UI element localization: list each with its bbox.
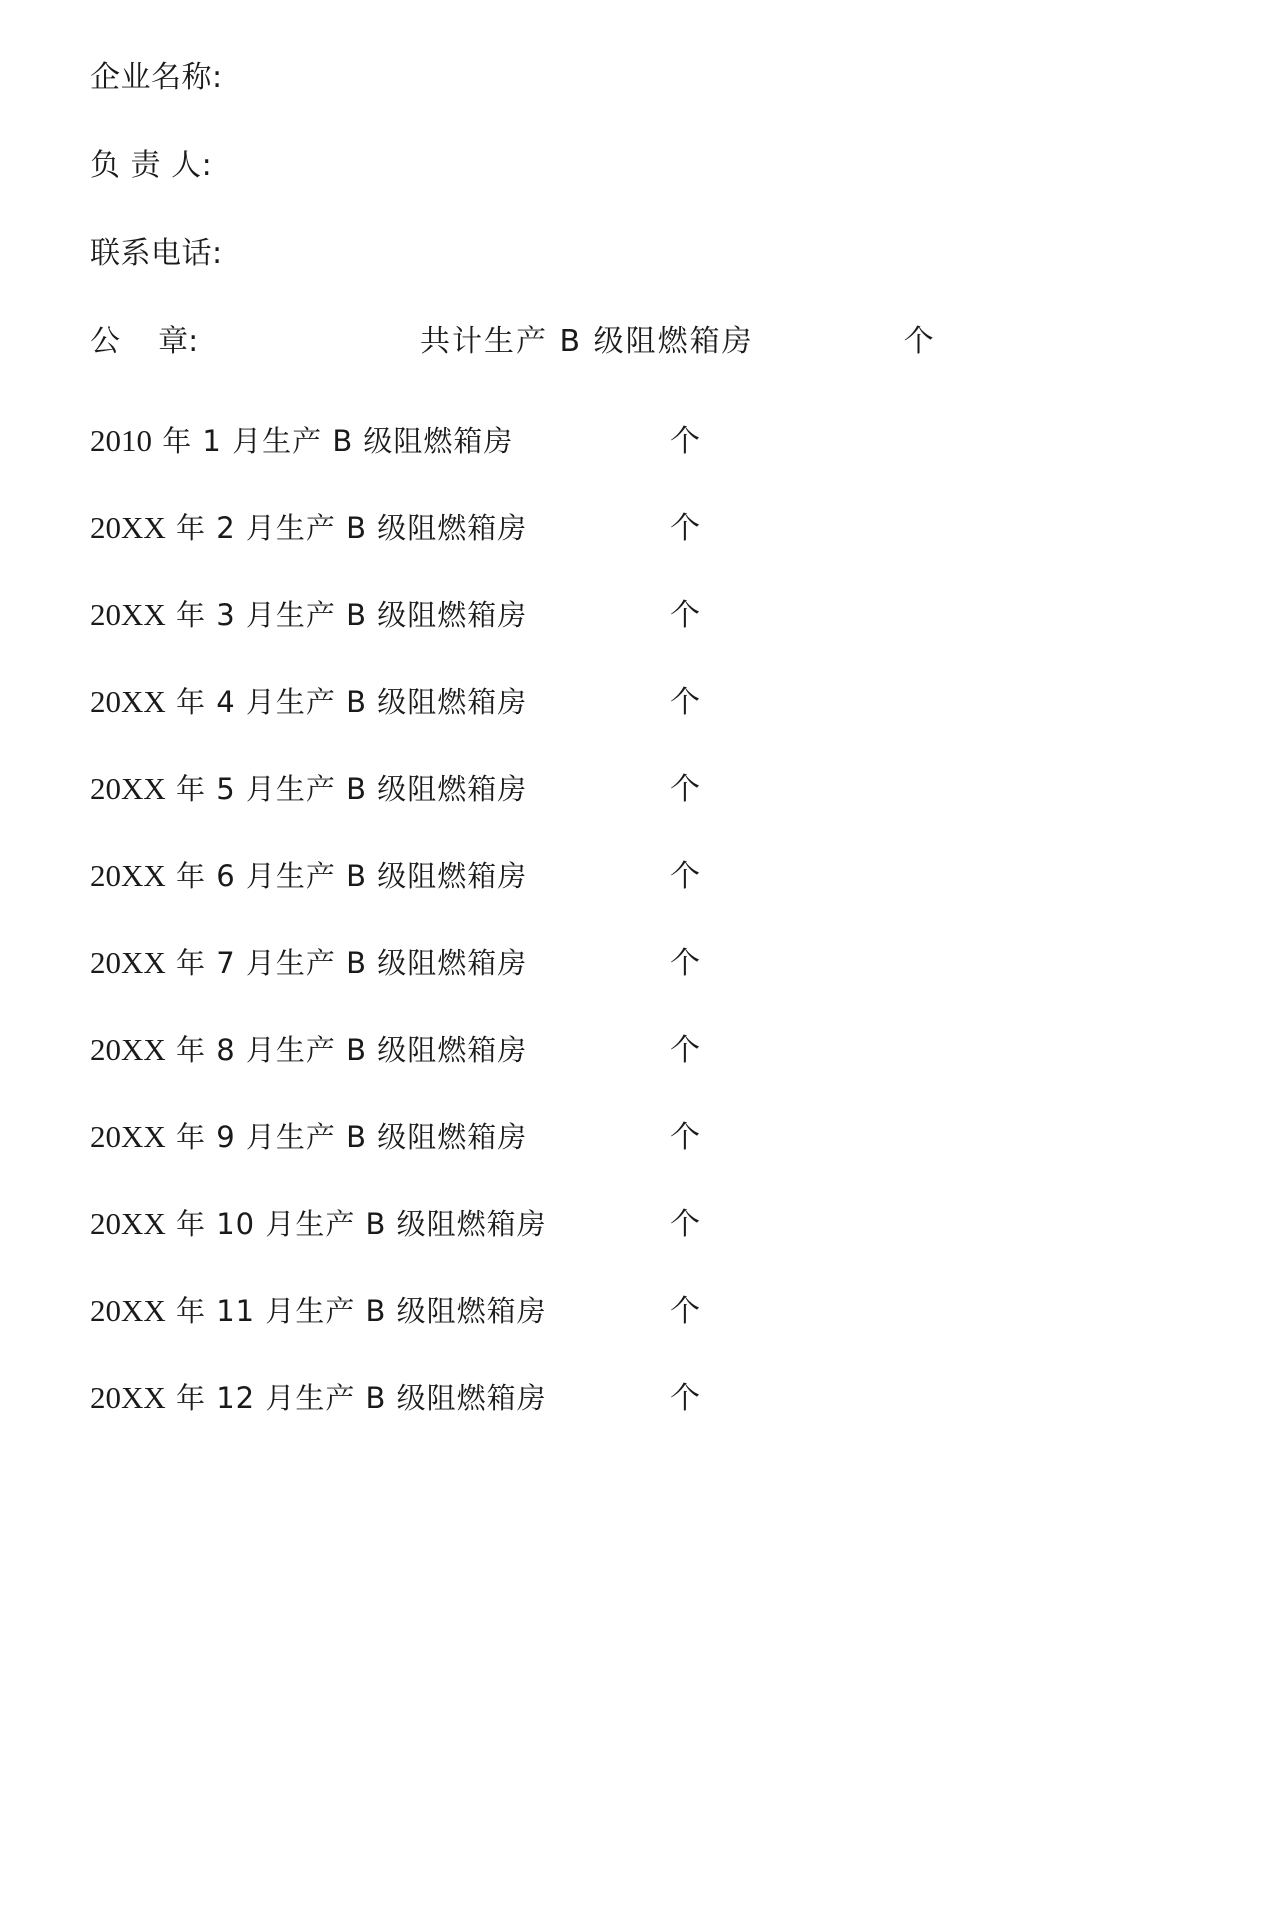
total-production-label: 共计生产 B 级阻燃箱房 [420,324,754,359]
month-year: 20XX [90,1206,166,1241]
total-production-unit: 个 [903,324,934,359]
month-unit: 个 [670,424,700,459]
month-description: 年 1 月生产 B 级阻燃箱房 [152,424,514,458]
month-unit: 个 [670,1120,700,1155]
month-description: 年 3 月生产 B 级阻燃箱房 [165,598,528,632]
month-description: 年 10 月生产 B 级阻燃箱房 [165,1207,547,1241]
month-label [90,419,670,460]
month-description: 年 6 月生产 B 级阻燃箱房 [165,859,528,893]
month-unit: 个 [670,1294,700,1329]
month-unit: 个 [670,1207,700,1242]
field-official-seal-label: 公 章: [90,324,199,359]
list-item [90,503,1177,590]
month-year: 20XX [90,945,166,980]
month-unit: 个 [670,685,700,720]
month-label [90,506,670,547]
list-item [90,851,1177,938]
field-company-name-label: 企业名称: [90,60,223,95]
month-year: 20XX [90,510,166,545]
month-year: 2010 [90,423,152,458]
month-description: 年 8 月生产 B 级阻燃箱房 [165,1033,528,1067]
list-item [90,1025,1177,1112]
month-label [90,1028,670,1069]
month-label [90,941,670,982]
list-item [90,1199,1177,1286]
month-year: 20XX [90,1380,166,1415]
month-label [90,1289,670,1330]
month-label [90,767,670,808]
month-label [90,680,670,721]
month-year: 20XX [90,858,166,893]
month-description: 年 5 月生产 B 级阻燃箱房 [165,772,528,806]
list-item [90,938,1177,1025]
month-year: 20XX [90,597,166,632]
month-year: 20XX [90,771,166,806]
month-unit: 个 [670,1033,700,1068]
month-year: 20XX [90,1119,166,1154]
month-unit: 个 [670,511,700,546]
list-item [90,1373,1177,1460]
field-company-name [90,52,1177,140]
month-label [90,593,670,634]
month-label [90,1115,670,1156]
field-contact-phone [90,228,1177,316]
month-year: 20XX [90,684,166,719]
monthly-production-list [90,416,1177,1460]
month-label [90,854,670,895]
month-description: 年 2 月生产 B 级阻燃箱房 [165,511,528,545]
month-label [90,1202,670,1243]
month-description: 年 12 月生产 B 级阻燃箱房 [165,1381,547,1415]
list-item [90,1112,1177,1199]
month-unit: 个 [670,946,700,981]
field-responsible-person-label: 负 责 人: [90,148,213,183]
month-description: 年 7 月生产 B 级阻燃箱房 [165,946,528,980]
list-item [90,764,1177,851]
month-description: 年 9 月生产 B 级阻燃箱房 [165,1120,528,1154]
month-unit: 个 [670,598,700,633]
month-unit: 个 [670,859,700,894]
list-item [90,677,1177,764]
list-item [90,1286,1177,1373]
month-label [90,1376,670,1417]
list-item [90,590,1177,677]
month-year: 20XX [90,1293,166,1328]
month-description: 年 4 月生产 B 级阻燃箱房 [165,685,528,719]
document-body [90,52,1177,1460]
field-contact-phone-label: 联系电话: [90,236,223,271]
month-year: 20XX [90,1032,166,1067]
month-unit: 个 [670,772,700,807]
month-unit: 个 [670,1381,700,1416]
list-item [90,416,1177,503]
month-description: 年 11 月生产 B 级阻燃箱房 [165,1294,547,1328]
field-official-seal [90,316,1177,408]
field-responsible-person [90,140,1177,228]
